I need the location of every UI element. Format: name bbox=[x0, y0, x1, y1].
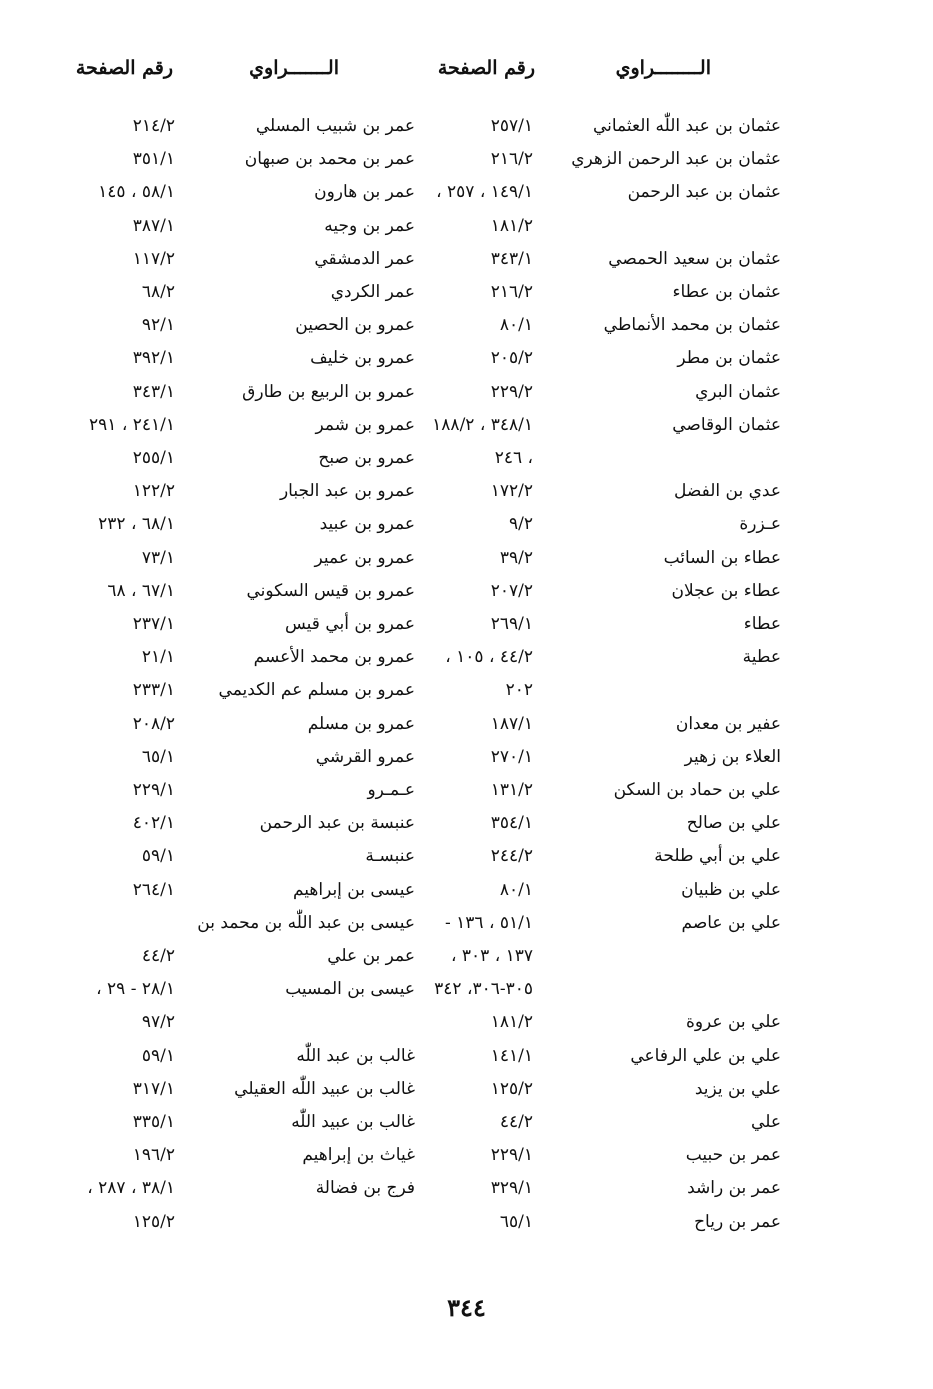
cell-page-right: ١٣١/٢ bbox=[490, 780, 533, 800]
cell-narrator-left: غالب بن عبيد اللّٰه bbox=[291, 1112, 415, 1132]
cell-narrator-left: عمرو بن محمد الأعسم bbox=[253, 647, 415, 668]
cell-page-right: ١٤١/١ bbox=[490, 1045, 533, 1066]
cell-narrator-left: غالب بن عبد اللّٰه bbox=[296, 1045, 415, 1066]
cell-narrator-left: عنبسة بن عبد الرحمن bbox=[259, 813, 415, 834]
cell-narrator-right bbox=[551, 210, 781, 243]
cell-narrator-left: عمرو بن قيس السكوني bbox=[246, 580, 415, 601]
cell-page-left: ١١٧/٢ bbox=[132, 248, 175, 269]
cell-page-left: ٢٥٥/١ bbox=[132, 448, 175, 468]
cell-narrator-left: عمرو بن الربيع بن طارق bbox=[242, 381, 415, 402]
cell-page-left bbox=[0, 907, 175, 940]
cell-narrator-left: عمرو بن مسلم عم الكديمي bbox=[218, 680, 415, 701]
cell-narrator-left: عيسى بن المسيب bbox=[285, 979, 415, 1000]
cell-page-left: ٢٣٣/١ bbox=[132, 680, 175, 701]
cell-narrator-right bbox=[551, 442, 781, 475]
cell-narrator-right: عثمان بن عطاء bbox=[672, 282, 781, 302]
cell-page-right: ٤٤/٢ ، ١٠٥ ، bbox=[445, 647, 533, 668]
cell-page-left: ٩٧/٢ bbox=[141, 1012, 175, 1033]
cell-narrator-left: عمرو بن عبد الجبار bbox=[279, 481, 415, 502]
cell-page-left: ٢٦٤/١ bbox=[132, 879, 175, 900]
cell-page-left: ٥٨/١ ، ١٤٥ bbox=[98, 182, 175, 203]
cell-page-left: ٣٣٥/١ bbox=[132, 1112, 175, 1132]
cell-page-left: ٣٤٣/١ bbox=[132, 381, 175, 402]
cell-page-right: ١٧٢/٢ bbox=[490, 481, 533, 502]
cell-narrator-left: عـمـرو bbox=[367, 780, 415, 800]
cell-narrator-left: عيسى بن إبراهيم bbox=[292, 879, 415, 900]
cell-narrator-left: عمرو بن عمير bbox=[314, 547, 415, 568]
cell-narrator-right: عثمان بن عبد اللّٰه العثماني bbox=[592, 116, 781, 136]
cell-page-right: ٨٠/١ bbox=[499, 879, 533, 900]
cell-narrator-right: علي بن عروة bbox=[685, 1012, 781, 1033]
cell-narrator-left: عمر الكردي bbox=[330, 282, 415, 302]
cell-narrator-right: علي bbox=[751, 1112, 781, 1132]
cell-page-left: ٦٧/١ ، ٦٨ bbox=[107, 580, 175, 601]
cell-narrator-left: عمر بن وجيه bbox=[324, 215, 415, 236]
cell-page-left: ٧٣/١ bbox=[141, 547, 175, 568]
cell-page-right: ٣٥٤/١ bbox=[490, 813, 533, 834]
cell-page-right: ٤٤/٢ bbox=[499, 1112, 533, 1132]
cell-narrator-right: عمر بن رياح bbox=[694, 1211, 781, 1232]
cell-page-left: ١٩٦/٢ bbox=[132, 1145, 175, 1166]
cell-page-left: ٦٥/١ bbox=[141, 746, 175, 767]
cell-page-left: ٤٠٢/١ bbox=[132, 813, 175, 834]
cell-narrator-left bbox=[135, 1006, 415, 1039]
cell-page-right: ٢١٦/٢ bbox=[490, 282, 533, 302]
cell-narrator-right: عطاء بن عجلان bbox=[671, 580, 781, 601]
cell-narrator-left: عمرو بن عبيد bbox=[319, 514, 415, 535]
cell-page-right: ٦٥/١ bbox=[499, 1211, 533, 1232]
cell-narrator-right: عفير بن معدان bbox=[675, 713, 781, 734]
cell-narrator-right: علي بن ظبيان bbox=[681, 879, 781, 900]
cell-narrator-right: عدي بن الفضل bbox=[674, 481, 781, 502]
header-page-left: رقم الصفحة bbox=[75, 57, 173, 79]
cell-page-right: ٢٢٩/١ bbox=[490, 1145, 533, 1166]
cell-narrator-right: عثمان بن عبد الرحمن الزهري bbox=[571, 149, 781, 170]
cell-narrator-left: عمر الدمشقي bbox=[314, 248, 415, 269]
cell-page-left: ٣٩٢/١ bbox=[132, 348, 175, 369]
cell-page-left: ٢٠٨/٢ bbox=[132, 713, 175, 734]
cell-page-right: ٣٤٣/١ bbox=[490, 248, 533, 269]
cell-page-left: ٢٣٧/١ bbox=[132, 614, 175, 634]
cell-narrator-left: عمر بن محمد بن صبهان bbox=[244, 149, 415, 170]
cell-narrator-right bbox=[551, 940, 781, 973]
cell-page-right: ٢٢٩/٢ bbox=[490, 381, 533, 402]
header-narrator-right: الــــــــراوي bbox=[615, 57, 711, 79]
cell-page-left: ٦٨/٢ bbox=[141, 282, 175, 302]
cell-page-right: ١٨١/٢ bbox=[490, 215, 533, 236]
cell-narrator-left: عمرو بن أبي قيس bbox=[285, 614, 415, 634]
cell-page-left: ٩٢/١ bbox=[141, 315, 175, 336]
cell-page-right: ٣٩/٢ bbox=[499, 547, 533, 568]
cell-page-left: ٢٨/١ - ٢٩ ، bbox=[96, 979, 175, 1000]
cell-narrator-right: عثمان بن محمد الأنماطي bbox=[603, 315, 781, 336]
cell-narrator-left: عمر بن شبيب المسلي bbox=[255, 116, 415, 136]
cell-narrator-left: عمرو بن خليف bbox=[310, 348, 415, 369]
cell-page-left: ٣٨/١ ، ٢٨٧ ، bbox=[87, 1178, 175, 1199]
page-number: ٣٤٤ bbox=[447, 1293, 486, 1322]
cell-narrator-right: عمر بن حبيب bbox=[685, 1145, 781, 1166]
cell-page-right: ٢٦٩/١ bbox=[490, 614, 533, 634]
cell-page-left: ٤٤/٢ bbox=[141, 946, 175, 966]
cell-narrator-left: عمرو بن مسلم bbox=[307, 713, 415, 734]
cell-page-right: ٣٤٨/١ ، ١٨٨/٢ bbox=[432, 414, 533, 435]
cell-narrator-right: عطية bbox=[742, 647, 781, 668]
cell-page-left: ٦٨/١ ، ٢٣٢ bbox=[98, 514, 175, 535]
cell-narrator-right: عثمان بن مطر bbox=[677, 348, 781, 369]
cell-narrator-right: علي بن علي الرفاعي bbox=[630, 1045, 781, 1066]
cell-narrator-right: عطاء bbox=[743, 614, 781, 634]
cell-narrator-right bbox=[551, 674, 781, 707]
cell-narrator-left: فرج بن فضالة bbox=[315, 1178, 415, 1199]
cell-page-right: ١٨٧/١ bbox=[490, 713, 533, 734]
cell-page-left: ٣١٧/١ bbox=[132, 1078, 175, 1099]
cell-narrator-left: غياث بن إبراهيم bbox=[302, 1145, 415, 1166]
header-page-right: رقم الصفحة bbox=[437, 57, 535, 79]
cell-page-right: ١٨١/٢ bbox=[490, 1012, 533, 1033]
cell-page-right: ٣٠٥-٣٠٦، ٣٤٢ bbox=[434, 979, 533, 1000]
cell-page-right: ٢٤٤/٢ bbox=[490, 846, 533, 867]
cell-narrator-right: علي بن حماد بن السكن bbox=[613, 780, 781, 800]
cell-narrator-right: عمر بن راشد bbox=[687, 1178, 781, 1199]
cell-narrator-right: عـزرة bbox=[739, 514, 781, 535]
cell-narrator-right: عثمان بن سعيد الحمصي bbox=[608, 248, 781, 269]
cell-page-left: ٢٤١/١ ، ٢٩١ bbox=[89, 414, 175, 435]
cell-page-right: ١٣٧ ، ٣٠٣ ، bbox=[451, 946, 533, 966]
cell-page-right: ١٤٩/١ ، ٢٥٧ ، bbox=[436, 182, 533, 203]
cell-page-left: ١٢٥/٢ bbox=[132, 1211, 175, 1232]
cell-page-right: ١٢٥/٢ bbox=[490, 1078, 533, 1099]
cell-narrator-left bbox=[135, 1206, 415, 1239]
cell-narrator-right: عثمان البري bbox=[695, 381, 781, 402]
cell-page-left: ٥٩/١ bbox=[141, 1045, 175, 1066]
cell-narrator-right: عثمان بن عبد الرحمن bbox=[627, 182, 781, 203]
cell-narrator-left: غالب بن عبيد اللّٰه العقيلي bbox=[234, 1078, 415, 1099]
cell-narrator-right: عثمان الوقاصي bbox=[672, 414, 781, 435]
cell-narrator-left: عمر بن هارون bbox=[314, 182, 415, 203]
cell-page-right: ، ٢٤٦ bbox=[494, 448, 533, 468]
cell-narrator-right: عطاء بن السائب bbox=[663, 547, 781, 568]
cell-page-left: ٢١/١ bbox=[141, 647, 175, 668]
cell-page-right: ٢٧٠/١ bbox=[490, 746, 533, 767]
cell-narrator-right: العلاء بن زهير bbox=[684, 746, 781, 767]
cell-page-right: ٥١/١ ، ١٣٦ - bbox=[445, 912, 533, 933]
cell-page-right: ٢٥٧/١ bbox=[490, 116, 533, 136]
cell-page-right: ٢٠٢ bbox=[505, 680, 533, 701]
cell-narrator-left: عمر بن علي bbox=[327, 946, 415, 966]
cell-page-right: ٢٠٥/٢ bbox=[490, 348, 533, 369]
cell-page-right: ٢٠٧/٢ bbox=[490, 580, 533, 601]
cell-page-left: ٥٩/١ bbox=[141, 846, 175, 867]
cell-narrator-right bbox=[551, 973, 781, 1006]
cell-page-right: ٣٢٩/١ bbox=[490, 1178, 533, 1199]
cell-page-right: ٢١٦/٢ bbox=[490, 149, 533, 170]
cell-page-left: ١٢٢/٢ bbox=[132, 481, 175, 502]
cell-narrator-left: عمرو القرشي bbox=[315, 746, 415, 767]
cell-page-right: ٩/٢ bbox=[509, 514, 533, 535]
cell-narrator-right: علي بن صالح bbox=[686, 813, 781, 834]
cell-page-left: ٢٢٩/١ bbox=[132, 780, 175, 800]
cell-page-left: ٣٥١/١ bbox=[132, 149, 175, 170]
cell-narrator-right: علي بن أبي طلحة bbox=[654, 846, 781, 867]
header-narrator-left: الـــــــراوي bbox=[249, 57, 339, 79]
cell-page-right: ٨٠/١ bbox=[499, 315, 533, 336]
cell-narrator-left: عمرو بن صبح bbox=[318, 448, 415, 468]
cell-page-left: ٣٨٧/١ bbox=[132, 215, 175, 236]
cell-narrator-right: علي بن يزيد bbox=[694, 1078, 781, 1099]
cell-narrator-left: عيسى بن عبد اللّٰه بن محمد بن bbox=[197, 912, 415, 933]
cell-narrator-right: علي بن عاصم bbox=[681, 912, 781, 933]
cell-page-left: ٢١٤/٢ bbox=[132, 116, 175, 136]
cell-narrator-left: عمرو بن الحصين bbox=[295, 315, 415, 336]
cell-narrator-left: عمرو بن شمر bbox=[315, 414, 415, 435]
cell-narrator-left: عنبسـة bbox=[365, 846, 415, 867]
